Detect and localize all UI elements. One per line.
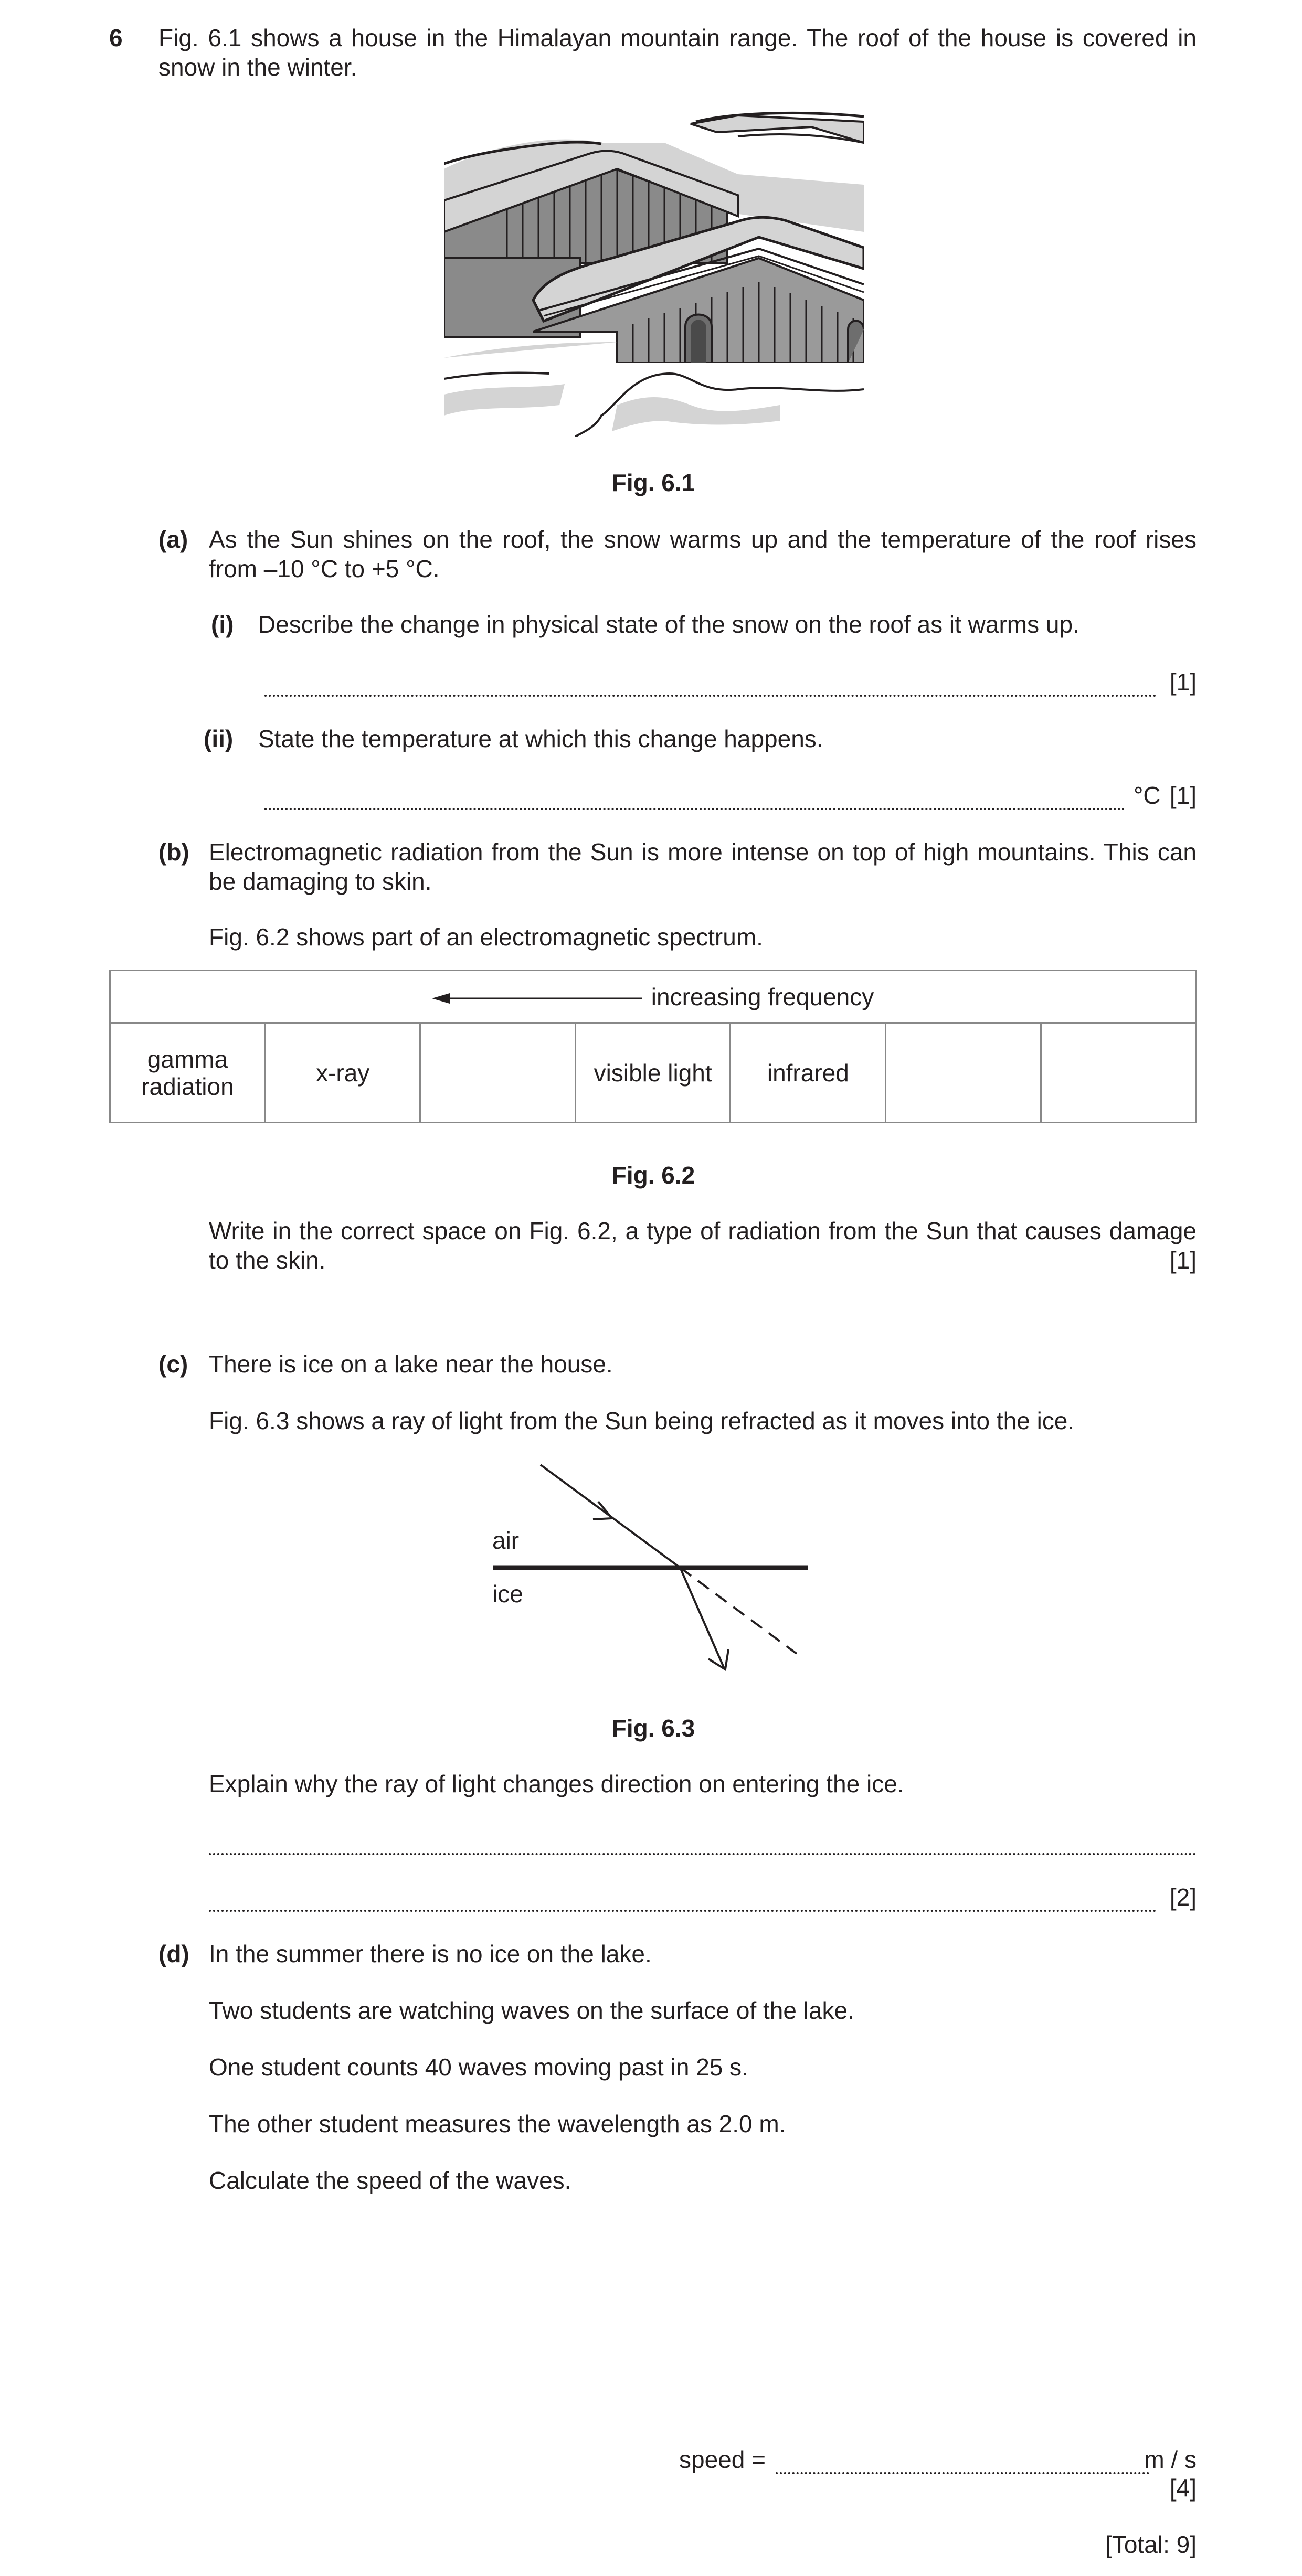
spectrum-cell: visible light [575, 1023, 731, 1123]
spectrum-cell: infrared [731, 1023, 886, 1123]
spectrum-cell-blank[interactable] [1041, 1023, 1195, 1123]
part-a-label: (a) [158, 526, 188, 553]
em-spectrum-table [109, 970, 1197, 1123]
part-c-label: (c) [158, 1350, 188, 1378]
part-a-i-answer-line[interactable] [264, 667, 1157, 697]
part-a-ii-label: (ii) [204, 725, 234, 752]
frequency-header-cell [110, 971, 1196, 1023]
part-d-marks: [4] [1169, 2474, 1197, 2502]
part-a-ii-text: State the temperature at which this change happens. [258, 725, 823, 752]
fig63-caption: Fig. 6.3 [611, 1715, 695, 1742]
speed-answer-unit: m / s [1144, 2446, 1197, 2473]
part-a-ii-marks: [1] [1169, 782, 1197, 809]
house-illustration [444, 111, 864, 437]
left-arrow-icon [432, 992, 642, 1005]
spectrum-cell-blank[interactable] [420, 1023, 575, 1123]
part-d-line: One student counts 40 waves moving past in 25 s. [209, 2053, 748, 2081]
part-c-answer-line-2[interactable] [209, 1882, 1157, 1912]
part-a-text: As the Sun shines on the roof, the snow warms up and the temperature of the roof rises from –10 °C to +5 °C. [209, 526, 1197, 582]
part-d-line: Two students are watching waves on the surface of the lake. [209, 1997, 854, 2024]
part-b-fig-intro: Fig. 6.2 shows part of an electromagnetic spectrum. [209, 923, 763, 951]
part-b-text: Electromagnetic radiation from the Sun is more intense on top of high mountains. This can be damaging to skin. [209, 838, 1197, 895]
frequency-header-text: increasing frequency [651, 983, 874, 1010]
part-c-question: Explain why the ray of light changes direction on entering the ice. [209, 1770, 904, 1797]
spectrum-cell: x-ray [265, 1023, 420, 1123]
total-marks: [Total: 9] [1105, 2531, 1197, 2558]
undeviated-path [680, 1568, 797, 1654]
part-c-text: There is ice on a lake near the house. [209, 1350, 613, 1378]
part-a-i-label: (i) [211, 611, 234, 638]
refraction-diagram [483, 1459, 819, 1679]
part-b-label: (b) [158, 838, 189, 866]
fig61-caption: Fig. 6.1 [611, 469, 695, 496]
part-d-line: In the summer there is no ice on the lake. [209, 1940, 652, 1967]
label-air: air [492, 1527, 520, 1554]
part-a-i-text: Describe the change in physical state of the snow on the roof as it warms up. [258, 611, 1079, 638]
fig62-caption: Fig. 6.2 [611, 1162, 695, 1189]
spectrum-cell: gamma radiation [110, 1023, 266, 1123]
spectrum-cell-blank[interactable] [886, 1023, 1041, 1123]
part-d-line: Calculate the speed of the waves. [209, 2167, 571, 2194]
part-b-instruction: Write in the correct space on Fig. 6.2, a type of radiation from the Sun that causes damage to the skin. [209, 1217, 1197, 1274]
part-c-marks: [2] [1169, 1883, 1197, 1911]
speed-answer-label: speed = [679, 2446, 766, 2473]
part-b-marks: [1] [1169, 1247, 1197, 1274]
refracted-arrow-icon [708, 1649, 728, 1669]
part-a-ii-answer-line[interactable] [264, 781, 1125, 810]
part-d-line: The other student measures the wavelength as 2.0 m. [209, 2110, 786, 2137]
speed-answer-line[interactable] [776, 2445, 1149, 2474]
part-d-label: (d) [158, 1940, 189, 1967]
question-number: 6 [109, 24, 123, 51]
label-ice: ice [492, 1580, 523, 1608]
part-c-answer-line-1[interactable] [209, 1826, 1197, 1855]
part-c-fig-intro: Fig. 6.3 shows a ray of light from the Sun being refracted as it moves into the ice. [209, 1407, 1075, 1434]
part-a-i-marks: [1] [1169, 668, 1197, 696]
part-a-ii-unit: °C [1134, 782, 1161, 809]
question-intro: Fig. 6.1 shows a house in the Himalayan mountain range. The roof of the house is covered in snow in the winter. [158, 24, 1197, 81]
